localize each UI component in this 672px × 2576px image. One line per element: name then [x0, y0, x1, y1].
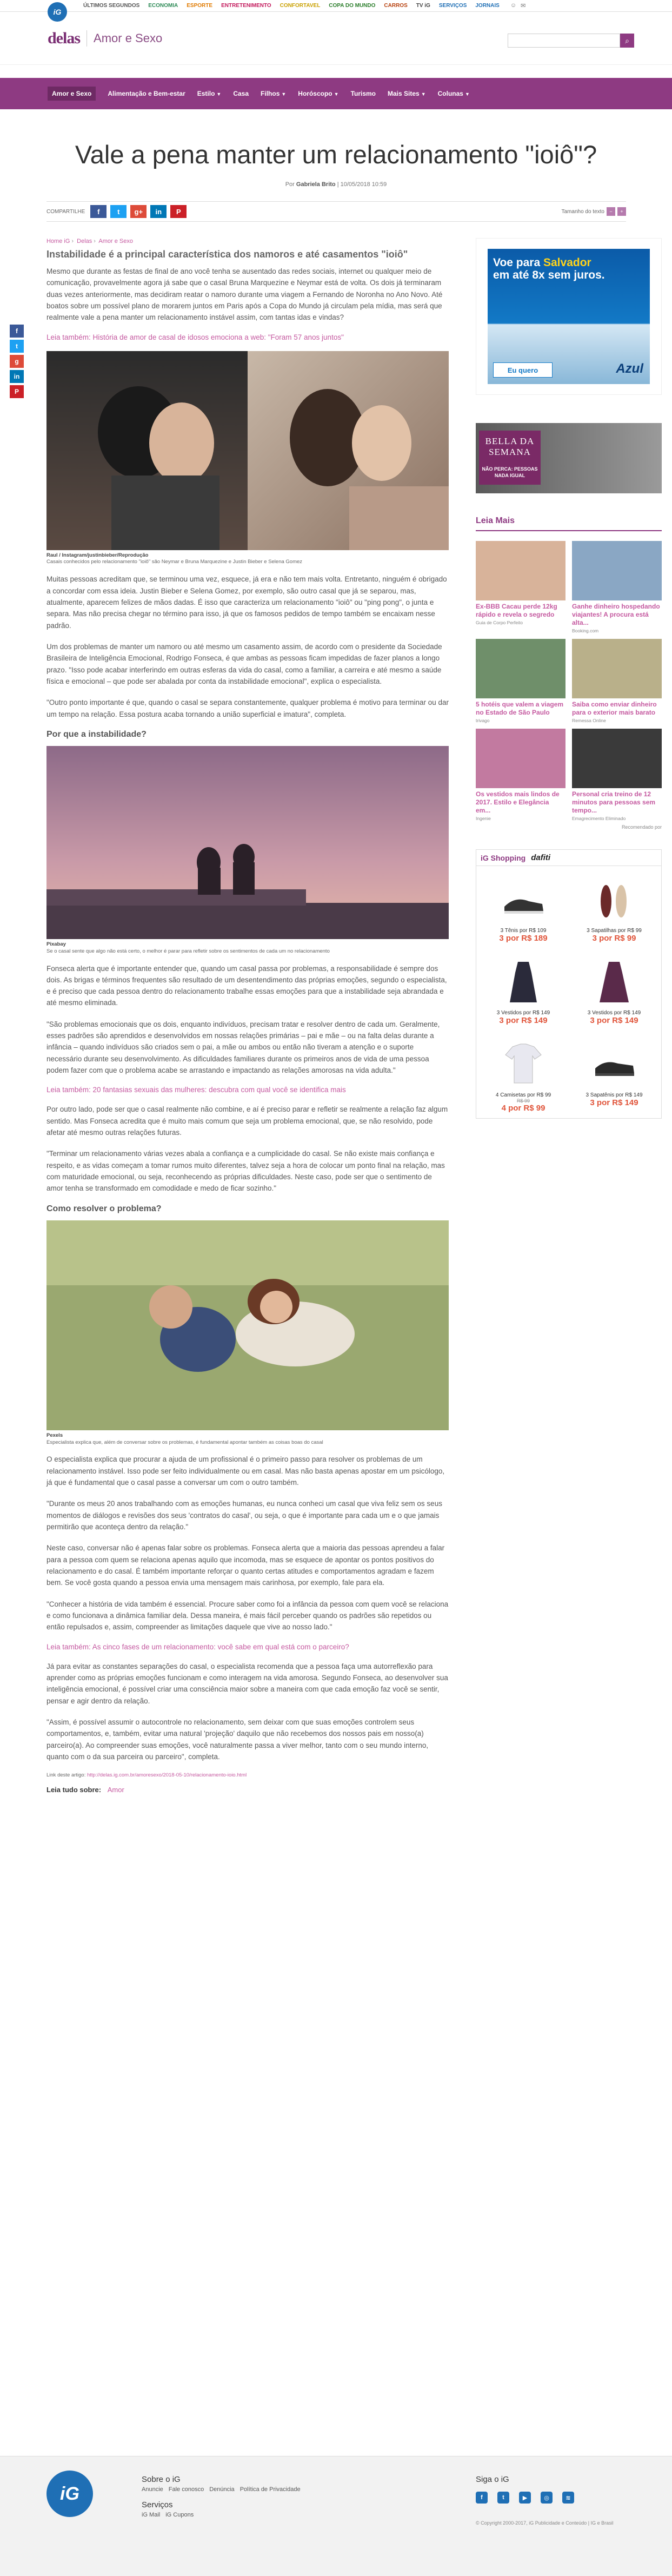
footer-social: [476, 2475, 574, 2504]
photo-caption: [46, 941, 449, 955]
recommended-item[interactable]: [476, 639, 565, 723]
breadcrumb: Home iG › Delas › Amor e Sexo: [46, 238, 133, 245]
paragraph: Já para evitar as constantes separações do casal, o especialista recomenda que a pessoa faça uma autorreflexão para aprender como as próprias emoções funcionam e como interagem na vida amorosa. Segundo Fonseca, ao desenvolver sua inteligência emocional, é possível criar uma consciência maior sobre a maneira com que cada emoção faz você se sentir, pensar e agir dentro da relação.: [46, 1662, 448, 1705]
tags-row: [46, 1786, 449, 1794]
linkedin-icon: in: [155, 207, 162, 216]
photo-credit: Pexels: [46, 1432, 63, 1438]
recommended-item[interactable]: [476, 729, 565, 821]
rss-icon[interactable]: ≋: [562, 2492, 574, 2504]
related-link[interactable]: [46, 333, 449, 341]
menu-horoscopo-label: Horóscopo: [298, 90, 332, 97]
recommended-source: Remessa Online: [572, 718, 606, 723]
couples-photo-illustration: [46, 351, 449, 550]
shop-item-price: 3 por R$ 149: [590, 1098, 638, 1107]
related-link-text[interactable]: Leia também: 20 fantasias sexuais das mulheres: descubra com qual você se identifica mais: [46, 1086, 346, 1094]
instagram-icon[interactable]: ◎: [541, 2492, 553, 2504]
chevron-down-icon: ▼: [216, 91, 222, 97]
menu-colunas-label: Colunas: [437, 90, 463, 97]
pinterest-icon[interactable]: P: [10, 385, 24, 398]
shop-item-price: 4 por R$ 99: [501, 1104, 545, 1113]
article-photo-rooftop: [46, 746, 449, 939]
ad-azul-creative: [488, 249, 650, 384]
recommended-item[interactable]: [572, 729, 662, 821]
article-url-link[interactable]: http://delas.ig.com.br/amoresexo/2018-05-10/relacionamento-ioio.html: [87, 1772, 247, 1779]
paragraph: "Terminar um relacionamento várias vezes abala a confiança e a cumplicidade do casal. Se não existe mais confiança e respeito, e as vidas começam a tomar rumos muito diferentes, talvez seja a hora de colocar um ponto final na relação, mas com maturidade emocional, ou seja, reconhecendo as próprias dificuldades. Neste caso, pode ser que o sentimento de amor tenha se transformado em comodidade e medo de ficar sozinho.": [46, 1150, 445, 1193]
menu-colunas[interactable]: [438, 90, 470, 97]
pinterest-icon: P: [176, 207, 181, 216]
shop-item[interactable]: [481, 871, 566, 943]
user-icon[interactable]: ☺: [510, 2, 517, 9]
menu-mais-sites-label: Mais Sites: [388, 90, 420, 97]
ad-line1: Voe para: [493, 256, 541, 269]
section-title[interactable]: Amor e Sexo: [94, 31, 163, 45]
facebook-share-button[interactable]: [90, 205, 107, 218]
topnav-ultimos-segundos[interactable]: ÚLTIMOS SEGUNDOS: [83, 3, 140, 9]
article-lead: Instabilidade é a principal característica dos namoros e até casamentos "ioiô": [46, 249, 408, 260]
topnav-carros[interactable]: CARROS: [384, 3, 408, 9]
shop-item[interactable]: [571, 1036, 657, 1113]
shop-item-price: 3 por R$ 189: [499, 934, 548, 943]
recommended-title[interactable]: Ex-BBB Cacau perde 12kg rápido e revela o segredo: [476, 603, 557, 618]
ig-logo[interactable]: iG: [48, 2, 67, 22]
footer-link-fale-conosco[interactable]: Fale conosco: [168, 2486, 204, 2493]
breadcrumb-amor-e-sexo[interactable]: Amor e Sexo: [98, 238, 133, 245]
shop-item-name: 3 Sapatênis por R$ 149: [585, 1092, 643, 1098]
leia-mais-grid: [476, 541, 662, 821]
menu-casa[interactable]: Casa: [233, 90, 249, 97]
recommended-thumbnail: [572, 639, 662, 698]
recommended-source: Guia de Corpo Perfeito: [476, 620, 523, 625]
ad-cta-button[interactable]: Eu quero: [493, 362, 553, 378]
shop-item[interactable]: [571, 954, 657, 1025]
recommended-thumbnail: [476, 729, 565, 788]
recommended-thumbnail: [572, 541, 662, 600]
menu-horoscopo[interactable]: [298, 90, 338, 97]
recommended-title[interactable]: 5 hotéis que valem a viagem no Estado de São Paulo: [476, 701, 564, 716]
shop-item-old-price: R$ 99: [516, 1098, 530, 1104]
shop-item-price: 3 por R$ 149: [499, 1016, 548, 1025]
delas-logo[interactable]: delas: [48, 29, 81, 47]
topnav-tvig[interactable]: TV iG: [416, 3, 430, 9]
paragraph: "Outro ponto importante é que, quando o casal se separa constantemente, qualquer problema é motivo para terminar ou dar um tempo na relação. Essa postura acaba tornando a união superficial e imatura", completa.: [46, 698, 449, 718]
googleplus-icon: g+: [134, 207, 143, 216]
ad-brand-logo: Azul: [616, 361, 643, 376]
chevron-down-icon: ▼: [421, 91, 426, 97]
paragraph: Fonseca alerta que é importante entender que, quando um casal passa por problemas, a responsabilidade é sempre dos dois. As brigas e términos frequentes são resultado de um desentendimento das próprias emoções, segundo o especialista, e é preciso que cada pessoa dentro do relacionamento trabalhe essas emoções para que a instabilidade seja abrandada e até mesmo eliminada.: [46, 964, 447, 1007]
site-footer: [0, 2456, 672, 2576]
dress-thumbnail: [571, 954, 657, 1008]
footer-link-ig-mail[interactable]: iG Mail: [142, 2512, 161, 2518]
footer-link-ig-cupons[interactable]: iG Cupons: [165, 2512, 194, 2518]
footer-servicos-links: [142, 2512, 301, 2518]
share-label: COMPARTILHE: [46, 208, 85, 215]
footer-link-denuncia[interactable]: Denúncia: [209, 2486, 235, 2493]
shop-item-name: 4 Camisetas por R$ 99: [495, 1092, 551, 1098]
shop-item[interactable]: [481, 954, 566, 1025]
linkedin-icon[interactable]: in: [10, 370, 24, 383]
mail-icon[interactable]: ✉: [521, 3, 526, 9]
chevron-down-icon: ▼: [281, 91, 287, 97]
googleplus-icon[interactable]: g: [10, 355, 24, 368]
sneaker-thumbnail: [481, 871, 566, 926]
recommended-by[interactable]: Recomendado por: [621, 824, 662, 830]
paragraph: "Assim, é possível assumir o autocontrole no relacionamento, sem deixar com que suas emoções controlem seus comportamentos, e, também, evitar uma natural 'projeção' daquilo que não recebemos dos nossos pais em nosso(a) parceiro(a). Ao compreender suas emoções, você naturalmente passa a viver melhor, tanto com o seu mundo interno, quanto com o da sua parceira ou parceiro", completa.: [46, 1718, 429, 1761]
text-size-control: [562, 207, 627, 216]
sidebar: [476, 238, 662, 1119]
recommended-title[interactable]: Personal cria treino de 12 minutos para pessoas sem tempo...: [572, 790, 656, 814]
article-url-label: Link deste artigo:: [46, 1772, 86, 1779]
tshirt-thumbnail: [481, 1036, 566, 1090]
section-menu: [0, 78, 672, 109]
chevron-down-icon: ▼: [464, 91, 470, 97]
tag-link[interactable]: Amor: [107, 1786, 124, 1794]
recommended-item[interactable]: [476, 541, 565, 633]
paragraph: "São problemas emocionais que os dois, enquanto indivíduos, precisam tratar e resolver dentro de cada um. Geralmente, esses padrões são aprendidos e desenvolvidos em nossas relações primárias – pai e mãe – ou na falta delas durante a infância – quando indivíduos são criados sem o pai, a mãe ou ambos ou então não tiveram a atenção e o suporte necessário durante seu desenvolvimento. As dificuldades familiares durante os primeiros anos de vida de uma pessoa podem fazer com que o problema acabe se arrastando e impactando as relações amorosas na vida adulta.": [46, 1020, 440, 1075]
search-icon: ⌕: [625, 36, 629, 45]
bella-title: BELLA DA SEMANA: [485, 436, 535, 457]
bella-box: [479, 431, 541, 485]
ad-banner-bella[interactable]: [476, 423, 662, 493]
grass-photo-illustration: [46, 1220, 449, 1430]
related-link[interactable]: [46, 1643, 449, 1651]
breadcrumb-delas[interactable]: Delas: [77, 238, 92, 245]
search-input[interactable]: [508, 34, 620, 48]
recommended-item[interactable]: [572, 541, 662, 633]
ad-banner-azul[interactable]: [476, 238, 662, 395]
shop-grid: [476, 866, 661, 1118]
paragraph: Muitas pessoas acreditam que, se terminou uma vez, esquece, já era e não tem mais volta. Entretanto, ninguém é obrigado a concordar com essa ideia. Justin Bieber e Selena Gomez, por exemplo, são outro casal que já se separou, mas, atualmente, aparecem felizes de mãos dadas. É isso que caracteriza um relacionamento "ioiô" ou "ping pong", o junta e separa. Mas não precisa chegar no término para isso, já que os famosos pedidos de tempo também se encaixam nesse padrão.: [46, 575, 447, 630]
menu-mais-sites[interactable]: [388, 90, 426, 97]
ig-shopping-widget: [476, 849, 662, 1119]
related-link-text[interactable]: Leia também: As cinco fases de um relacionamento: você sabe em qual está com o parceiro?: [46, 1642, 349, 1651]
breadcrumb-home[interactable]: Home iG: [46, 238, 70, 245]
byline-prefix: Por: [285, 181, 295, 188]
footer-siga-title: Siga o iG: [476, 2475, 509, 2484]
floating-share-bar: [10, 325, 24, 398]
article-title: Vale a pena manter um relacionamento "ioiô"?: [75, 140, 597, 169]
photo-caption: [46, 552, 449, 566]
shop-title[interactable]: iG Shopping: [481, 853, 526, 862]
topnav-copa[interactable]: COPA DO MUNDO: [329, 3, 376, 9]
recommended-title[interactable]: Saiba como enviar dinheiro para o exterior mais barato: [572, 701, 657, 716]
footer-link-anuncie[interactable]: Anuncie: [142, 2486, 163, 2493]
photo-credit: Pixabay: [46, 941, 66, 947]
menu-alimentacao[interactable]: Alimentação e Bem-estar: [108, 90, 185, 97]
ad-azul-headline: [493, 256, 605, 281]
footer-link-privacidade[interactable]: Política de Privacidade: [239, 2486, 301, 2493]
caption-text: Se o casal sente que algo não está certo, o melhor é parar para refletir sobre os sentimentos de cada um no relacionamento: [46, 948, 330, 954]
shop-item-name: 3 Sapatilhas por R$ 99: [587, 928, 642, 934]
tags-label: Leia tudo sobre:: [46, 1786, 102, 1794]
recommended-thumbnail: [572, 729, 662, 788]
footer-sobre-title: Sobre o iG: [142, 2475, 181, 2484]
shop-item[interactable]: [481, 1036, 566, 1113]
related-link[interactable]: [46, 1086, 449, 1094]
caption-text: Especialista explica que, além de conversar sobre os problemas, é fundamental apontar também as coisas boas do casal: [46, 1439, 323, 1445]
text-size-label: Tamanho do texto: [561, 208, 604, 215]
facebook-icon: f: [97, 207, 100, 216]
chevron-down-icon: ▼: [334, 91, 339, 97]
photo-credit: Raul / Instagram/justinbieber/Reprodução: [46, 552, 149, 558]
recommended-title[interactable]: Os vestidos mais lindos de 2017. Estilo e Elegância em...: [476, 790, 560, 814]
dress-thumbnail: [481, 954, 566, 1008]
paragraph: Por outro lado, pode ser que o casal realmente não combine, e aí é preciso parar e refletir se realmente a relação faz algum sentido. Mas Fonseca acredita que é muito mais comum que seja um problema emocional, que, se não resolvido, pode afetar até mesmo outras relações futuras.: [46, 1105, 448, 1137]
facebook-icon[interactable]: f: [476, 2492, 488, 2504]
social-icons: [476, 2492, 574, 2504]
section-heading: Como resolver o problema?: [46, 1204, 162, 1213]
footer-servicos-title: Serviços: [142, 2500, 173, 2509]
twitter-icon[interactable]: t: [497, 2492, 509, 2504]
shop-item-name: 3 Vestidos por R$ 149: [587, 1010, 641, 1016]
footer-ig-logo[interactable]: iG: [46, 2471, 93, 2517]
menu-filhos[interactable]: [261, 90, 286, 97]
footer-links: [142, 2475, 301, 2526]
sneaker-thumbnail: [571, 1036, 657, 1090]
menu-filhos-label: Filhos: [261, 90, 280, 97]
paragraph: "Conhecer a história de vida também é essencial. Procure saber como foi a infância da pessoa com quem você se relaciona e como funcionava a dinâmica familiar dela. Dessa maneira, é mais fácil perceber quando os padrões são repetidos ou então repulsados e, assim, compreender as limitações daquele que vive ao nosso lado.": [46, 1600, 449, 1632]
text-increase-button[interactable]: +: [617, 207, 626, 216]
byline-date: 10/05/2018 10:59: [340, 181, 387, 188]
footer-sobre-links: [142, 2486, 301, 2493]
menu-estilo-label: Estilo: [197, 90, 215, 97]
topnav-confortavel[interactable]: CONFORTAVEL: [280, 3, 321, 9]
recommended-source: trivago: [476, 718, 490, 723]
search-form: [508, 34, 634, 48]
section-heading: Por que a instabilidade?: [46, 729, 147, 739]
byline-author[interactable]: Gabriela Brito: [296, 181, 336, 188]
article-header: [0, 140, 672, 188]
topnav-economia[interactable]: ECONOMIA: [148, 3, 178, 9]
ig-top-navbar: [0, 0, 672, 12]
flat-shoe-thumbnail: [571, 871, 657, 926]
menu-amor-e-sexo[interactable]: Amor e Sexo: [48, 87, 96, 101]
topnav-jornais[interactable]: JORNAIS: [475, 3, 500, 9]
dafiti-logo[interactable]: dafiti: [531, 853, 551, 862]
text-decrease-button[interactable]: −: [607, 207, 615, 216]
googleplus-share-button[interactable]: [130, 205, 147, 218]
photo-caption: [46, 1432, 449, 1446]
recommended-source: Booking.com: [572, 628, 599, 633]
recommended-item[interactable]: [572, 639, 662, 723]
twitter-icon[interactable]: t: [10, 340, 24, 353]
recommended-thumbnail: [476, 541, 565, 600]
byline: Por Gabriela Brito | 10/05/2018 10:59: [285, 181, 387, 188]
rooftop-photo-illustration: [46, 746, 449, 939]
article-photo-grass: [46, 1220, 449, 1430]
paragraph: Mesmo que durante as festas de final de ano você tenha se ausentado das redes sociais, internet ou qualquer meio de comunicação, provavelmente agora já sabe que o casal Bruna Marquezine e Neymar está de volta. Os dois já terminaram duas vezes anteriormente, mas decidiram reatar o namoro durante uma viagem a Fernando de Noronha no Ano Novo. Até boatos sobre um possível plano de morarem juntos em Paris após a Copa do Mundo já circulam pela mídia, mas será que realmente vale a pena manter um relacionamento instável assim, com tantas idas e vindas?: [46, 267, 443, 322]
paragraph: "Durante os meus 20 anos trabalhando com as emoções humanas, eu nunca conheci um casal que viva feliz sem os seus momentos de diálogos e revisões dos seus 'contratos do casal', ou seja, o que é importante para cada um e o que jamais permitirão que aconteça dentro da relação.": [46, 1500, 442, 1531]
shop-item[interactable]: [571, 871, 657, 943]
paragraph: Neste caso, conversar não é apenas falar sobre os problemas. Fonseca alerta que a maioria das pessoas aprendeu a falar para a pessoa com quem se relaciona apenas aquilo que incomoda, mas se esquece de apontar os pontos positivos do relacionamento e do casal. É também importante reforçar o quanto certas atitudes e comportamentos agradam e fazem bem. Se você gosta quando a pessoa envia uma mensagem mais carinhosa, por exemplo, fale para ela.: [46, 1544, 445, 1587]
caption-text: Casais conhecidos pelo relacionamento "ioiô" são Neymar e Bruna Marquezine e Justin Bieber e Selena Gomez: [46, 559, 303, 565]
shop-item-price: 3 por R$ 99: [592, 934, 636, 943]
copyright: © Copyright 2000-2017, iG Publicidade e Conteúdo | IG e Brasil: [476, 2520, 614, 2526]
ad-line2: em até 8x sem juros.: [493, 269, 605, 282]
article-url: [46, 1772, 449, 1778]
leia-mais-title: Leia Mais: [476, 516, 662, 531]
article-body: [46, 238, 449, 1794]
ad-city: Salvador: [543, 256, 591, 269]
twitter-icon: t: [117, 207, 120, 216]
recommended-title[interactable]: Ganhe dinheiro hospedando viajantes! A procura está alta...: [572, 603, 660, 626]
recommended-thumbnail: [476, 639, 565, 698]
bella-subtitle: NÃO PERCA: PESSOAS NADA IGUAL: [482, 466, 538, 478]
pinterest-share-button[interactable]: [170, 205, 187, 218]
article-photo-couples: [46, 351, 449, 550]
site-header: [0, 12, 672, 65]
paragraph: O especialista explica que procurar a ajuda de um profissional é o primeiro passo para resolver os problemas de um relacionamento instável. Isso pode ser feito individualmente ou em casal. Mas não basta apenas apostar em um psicólogo, já que é fundamental que o casal passe a conversar um com o outro também.: [46, 1455, 445, 1487]
search-button[interactable]: [620, 34, 634, 48]
recommended-source: Ingenie: [476, 816, 491, 821]
menu-estilo[interactable]: [197, 90, 222, 97]
shop-item-name: 3 Tênis por R$ 109: [500, 928, 547, 934]
facebook-icon[interactable]: f: [10, 325, 24, 338]
topnav-esporte[interactable]: ESPORTE: [187, 3, 213, 9]
twitter-share-button[interactable]: [110, 205, 127, 218]
topnav-entretenimento[interactable]: ENTRETENIMENTO: [221, 3, 271, 9]
paragraph: Um dos problemas de manter um namoro ou até mesmo um casamento assim, de acordo com o presidente da Sociedade Brasileira de Inteligência Emocional, Rodrigo Fonseca, é que ambas as pessoas ficam impedidas de fazer planos a longo prazo. "Isso pode acabar interferindo em outras esferas da vida do casal, como a familiar, a carreira e até mesmo a saúde física e emocional – que pode ser abalada por conta da instabilidade emocional", explica o especialista.: [46, 642, 442, 685]
shop-header: [476, 850, 661, 866]
topnav-servicos[interactable]: SERVIÇOS: [438, 3, 467, 9]
menu-turismo[interactable]: Turismo: [350, 90, 376, 97]
linkedin-share-button[interactable]: [150, 205, 167, 218]
shop-item-name: 3 Vestidos por R$ 149: [496, 1010, 550, 1016]
youtube-icon[interactable]: ▶: [519, 2492, 531, 2504]
share-bar: [46, 201, 626, 222]
shop-item-price: 3 por R$ 149: [590, 1016, 638, 1025]
recommended-source: Emagrecimento Eliminado: [572, 816, 626, 821]
related-link-text[interactable]: Leia também: História de amor de casal de idosos emociona a web: "Foram 57 anos juntos": [46, 333, 344, 341]
